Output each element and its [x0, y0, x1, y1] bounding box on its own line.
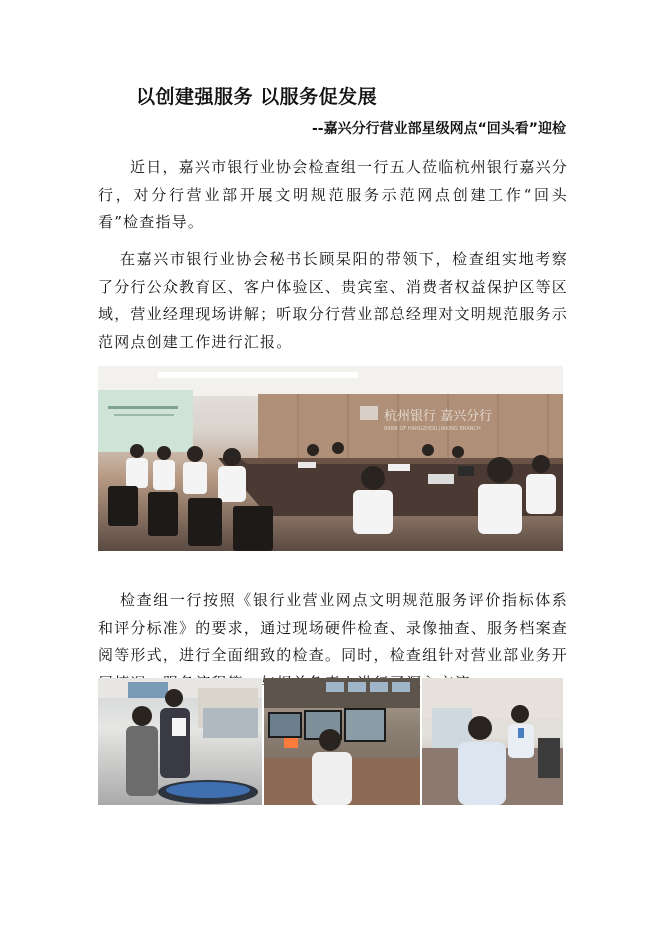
- article-subtitle: --嘉兴分行营业部星级网点“回头看”迎检: [311, 121, 566, 137]
- article-title: 以创建强服务 以服务促发展: [136, 86, 378, 108]
- wall-sign-en: BANK OF HANGZHOU JIAXING BRANCH: [384, 426, 481, 432]
- lobby-photo: [98, 678, 262, 805]
- monitoring-photo: [264, 678, 420, 805]
- counter-photo: [422, 678, 563, 805]
- paragraph-1: 近日，嘉兴市银行业协会检查组一行五人莅临杭州银行嘉兴分行，对分行营业部开展文明规范服务示范网点创建工作“回头看”检查指导。: [98, 158, 568, 231]
- lobby-photo-drawing: [98, 678, 262, 805]
- counter-photo-drawing: [422, 678, 563, 805]
- paragraph-2: 在嘉兴市银行业协会秘书长顾杲阳的带领下，检查组实地考察了分行公众教育区、客户体验区、贵宾室、消费者权益保护区等区域，营业经理现场讲解；听取分行营业部总经理对文明规范服务示范网点创建工作进行汇报。: [98, 250, 568, 351]
- wall-sign-cn: 杭州银行 嘉兴分行: [384, 409, 493, 424]
- paragraph-3: 检查组一行按照《银行业营业网点文明规范服务评价指标体系和评分标准》的要求，通过现场硬件检查、录像抽查、服务档案查阅等形式，进行全面细致的检查。同时，检查组针对营业部业务开: [98, 591, 568, 664]
- meeting-photo: [98, 366, 563, 551]
- monitoring-photo-drawing: [264, 678, 420, 805]
- meeting-photo-drawing: [98, 366, 563, 551]
